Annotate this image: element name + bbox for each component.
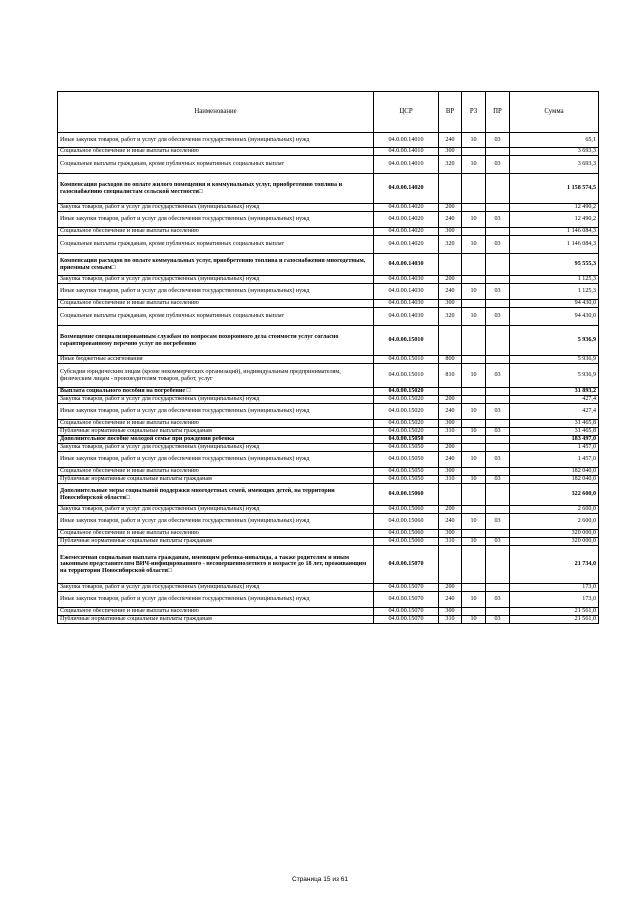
cell-pr <box>486 468 510 476</box>
cell-vr: 300 <box>439 228 462 236</box>
cell-name: Публичные нормативные социальные выплаты гражданам <box>58 428 374 436</box>
cell-name: Закупка товаров, работ и услуг для государственных (муниципальных) нужд <box>58 444 374 452</box>
table-row <box>58 300 599 308</box>
table-row <box>58 326 599 356</box>
cell-sum: 1 146 084,3 <box>510 236 599 254</box>
table-row <box>58 396 599 404</box>
cell-name: Закупка товаров, работ и услуг для государственных (муниципальных) нужд <box>58 584 374 592</box>
cell-sum: 65,1 <box>510 133 599 148</box>
table-row <box>58 236 599 254</box>
cell-rz <box>462 276 486 284</box>
cell-csr: 04.0.00.15070 <box>374 608 439 616</box>
table-row <box>58 436 599 444</box>
cell-rz <box>462 228 486 236</box>
cell-name: Социальное обеспечение и иные выплаты населению <box>58 468 374 476</box>
cell-vr <box>439 326 462 356</box>
cell-rz: 10 <box>462 308 486 326</box>
cell-rz <box>462 326 486 356</box>
cell-pr: 03 <box>486 284 510 300</box>
cell-sum: 173,0 <box>510 584 599 592</box>
cell-csr: 04.0.00.14010 <box>374 133 439 148</box>
table-row <box>58 276 599 284</box>
cell-sum: 427,4 <box>510 404 599 420</box>
cell-sum: 1 457,0 <box>510 444 599 452</box>
cell-pr <box>486 388 510 396</box>
cell-rz <box>462 484 486 506</box>
cell-csr: 04.0.00.15020 <box>374 420 439 428</box>
cell-rz <box>462 254 486 276</box>
cell-sum: 2 600,0 <box>510 506 599 514</box>
cell-pr: 03 <box>486 133 510 148</box>
cell-csr: 04.0.00.15010 <box>374 356 439 364</box>
cell-vr: 320 <box>439 236 462 254</box>
cell-vr: 200 <box>439 396 462 404</box>
cell-sum: 12 490,2 <box>510 204 599 212</box>
cell-sum: 3 693,3 <box>510 148 599 156</box>
cell-name: Закупка товаров, работ и услуг для государственных (муниципальных) нужд <box>58 276 374 284</box>
cell-sum: 5 936,9 <box>510 356 599 364</box>
cell-vr: 240 <box>439 133 462 148</box>
table-row <box>58 584 599 592</box>
table-row <box>58 538 599 546</box>
cell-sum: 5 936,9 <box>510 364 599 388</box>
cell-sum: 94 430,0 <box>510 300 599 308</box>
cell-sum: 21 561,0 <box>510 608 599 616</box>
cell-vr: 300 <box>439 420 462 428</box>
table-row <box>58 514 599 530</box>
cell-name: Иные закупки товаров, работ и услуг для обеспечения государственных (муниципальных) нужд <box>58 284 374 300</box>
cell-rz <box>462 204 486 212</box>
cell-vr: 240 <box>439 514 462 530</box>
cell-pr: 03 <box>486 364 510 388</box>
cell-name: Социальное обеспечение и иные выплаты населению <box>58 420 374 428</box>
cell-vr <box>439 388 462 396</box>
cell-vr: 300 <box>439 608 462 616</box>
cell-name: Иные закупки товаров, работ и услуг для обеспечения государственных (муниципальных) нужд <box>58 452 374 468</box>
cell-name: Иные закупки товаров, работ и услуг для обеспечения государственных (муниципальных) нужд <box>58 514 374 530</box>
table-row <box>58 133 599 148</box>
cell-pr: 03 <box>486 156 510 174</box>
cell-csr: 04.0.00.15020 <box>374 396 439 404</box>
table-row <box>58 444 599 452</box>
cell-name: Компенсация расходов по оплате жилого помещения и коммунальных услуг, приобретению топлива и газоснабжению специалистам сельской местности□ <box>58 174 374 204</box>
cell-rz: 10 <box>462 538 486 546</box>
cell-sum: 94 430,0 <box>510 308 599 326</box>
cell-vr: 800 <box>439 356 462 364</box>
cell-csr: 04.0.00.14020 <box>374 212 439 228</box>
cell-vr: 240 <box>439 212 462 228</box>
cell-name: Иные закупки товаров, работ и услуг для обеспечения государственных (муниципальных) нужд <box>58 404 374 420</box>
cell-name: Выплата социального пособия на погребение □ <box>58 388 374 396</box>
cell-pr <box>486 484 510 506</box>
header-name: Наименование <box>58 92 374 133</box>
header-vr: ВР <box>439 92 462 133</box>
cell-csr: 04.0.00.15050 <box>374 476 439 484</box>
cell-pr <box>486 300 510 308</box>
cell-csr: 04.0.00.15050 <box>374 444 439 452</box>
cell-csr: 04.0.00.15060 <box>374 530 439 538</box>
table-row <box>58 174 599 204</box>
table-row <box>58 468 599 476</box>
cell-name: Социальное обеспечение и иные выплаты населению <box>58 530 374 538</box>
cell-rz <box>462 388 486 396</box>
cell-sum: 31 465,8 <box>510 428 599 436</box>
cell-pr: 03 <box>486 236 510 254</box>
cell-vr: 200 <box>439 444 462 452</box>
cell-csr: 04.0.00.15010 <box>374 364 439 388</box>
cell-csr: 04.0.00.15070 <box>374 592 439 608</box>
cell-vr: 300 <box>439 530 462 538</box>
cell-name: Иные бюджетные ассигнования <box>58 356 374 364</box>
cell-pr: 03 <box>486 538 510 546</box>
cell-name: Компенсация расходов по оплате коммунальных услуг, приобретению топлива и газоснабжения многодетным, приемным семьям□ <box>58 254 374 276</box>
cell-sum: 320 000,0 <box>510 530 599 538</box>
cell-rz: 10 <box>462 514 486 530</box>
cell-name: Дополнительные меры социальной поддержки многодетных семей, имеющих детей, на территории Новосибирской области□ <box>58 484 374 506</box>
cell-rz <box>462 436 486 444</box>
cell-vr: 240 <box>439 592 462 608</box>
cell-csr: 04.0.00.15060 <box>374 484 439 506</box>
cell-pr <box>486 530 510 538</box>
cell-pr: 03 <box>486 308 510 326</box>
cell-vr: 310 <box>439 476 462 484</box>
cell-rz: 10 <box>462 212 486 228</box>
cell-rz: 10 <box>462 284 486 300</box>
cell-vr: 300 <box>439 300 462 308</box>
cell-rz: 10 <box>462 156 486 174</box>
cell-rz: 10 <box>462 404 486 420</box>
cell-csr: 04.0.00.14020 <box>374 174 439 204</box>
cell-csr: 04.0.00.14030 <box>374 308 439 326</box>
cell-csr: 04.0.00.15050 <box>374 452 439 468</box>
cell-rz <box>462 148 486 156</box>
cell-sum: 31 893,2 <box>510 388 599 396</box>
cell-pr <box>486 584 510 592</box>
cell-pr <box>486 174 510 204</box>
cell-pr <box>486 254 510 276</box>
table-row <box>58 428 599 436</box>
cell-sum: 1 146 084,3 <box>510 228 599 236</box>
table-row <box>58 506 599 514</box>
cell-csr: 04.0.00.14010 <box>374 156 439 174</box>
cell-pr: 03 <box>486 592 510 608</box>
cell-rz: 10 <box>462 236 486 254</box>
cell-sum: 31 465,8 <box>510 420 599 428</box>
table-row <box>58 156 599 174</box>
cell-vr: 240 <box>439 284 462 300</box>
cell-pr <box>486 420 510 428</box>
cell-pr <box>486 356 510 364</box>
cell-vr <box>439 436 462 444</box>
cell-sum: 95 555,3 <box>510 254 599 276</box>
cell-sum: 182 040,0 <box>510 468 599 476</box>
cell-name: Социальное обеспечение и иные выплаты населению <box>58 608 374 616</box>
cell-name: Социальные выплаты гражданам, кроме публичных нормативных социальных выплат <box>58 308 374 326</box>
table-row <box>58 476 599 484</box>
cell-pr: 03 <box>486 476 510 484</box>
cell-rz: 10 <box>462 452 486 468</box>
table-row <box>58 212 599 228</box>
cell-csr: 04.0.00.15070 <box>374 584 439 592</box>
cell-rz: 10 <box>462 364 486 388</box>
cell-sum: 427,4 <box>510 396 599 404</box>
cell-sum: 21 734,0 <box>510 546 599 584</box>
header-csr: ЦСР <box>374 92 439 133</box>
table-body <box>58 133 599 624</box>
cell-rz <box>462 546 486 584</box>
cell-csr: 04.0.00.15060 <box>374 514 439 530</box>
cell-rz <box>462 584 486 592</box>
cell-vr: 310 <box>439 538 462 546</box>
cell-vr: 200 <box>439 506 462 514</box>
cell-name: Закупка товаров, работ и услуг для государственных (муниципальных) нужд <box>58 506 374 514</box>
cell-name: Социальное обеспечение и иные выплаты населению <box>58 228 374 236</box>
cell-name: Субсидии юридическим лицам (кроме некоммерческих организаций), индивидуальным предпринимателям, физическим лицам - производителям товаров, работ, услуг <box>58 364 374 388</box>
cell-csr: 04.0.00.15020 <box>374 404 439 420</box>
cell-vr <box>439 484 462 506</box>
cell-rz <box>462 506 486 514</box>
table-row <box>58 308 599 326</box>
cell-sum: 21 561,0 <box>510 616 599 624</box>
cell-pr <box>486 204 510 212</box>
table-row <box>58 204 599 212</box>
budget-table <box>57 91 599 624</box>
cell-rz <box>462 356 486 364</box>
cell-name: Закупка товаров, работ и услуг для государственных (муниципальных) нужд <box>58 204 374 212</box>
cell-csr: 04.0.00.14030 <box>374 300 439 308</box>
cell-pr: 03 <box>486 514 510 530</box>
cell-name: Социальные выплаты гражданам, кроме публичных нормативных социальных выплат <box>58 236 374 254</box>
cell-name: Социальные выплаты гражданам, кроме публичных нормативных социальных выплат <box>58 156 374 174</box>
header-rz: РЗ <box>462 92 486 133</box>
cell-pr: 03 <box>486 452 510 468</box>
cell-pr: 03 <box>486 404 510 420</box>
cell-sum: 320 000,0 <box>510 538 599 546</box>
cell-name: Дополнительное пособие молодой семье при рождении ребенка <box>58 436 374 444</box>
table-row <box>58 592 599 608</box>
cell-name: Закупка товаров, работ и услуг для государственных (муниципальных) нужд <box>58 396 374 404</box>
cell-csr: 04.0.00.14030 <box>374 276 439 284</box>
cell-rz <box>462 530 486 538</box>
table-row <box>58 484 599 506</box>
table-row <box>58 254 599 276</box>
cell-csr: 04.0.00.15020 <box>374 428 439 436</box>
cell-csr: 04.0.00.14020 <box>374 204 439 212</box>
page-number: Страница 15 из 61 <box>292 876 348 883</box>
cell-sum: 1 457,0 <box>510 452 599 468</box>
cell-vr: 810 <box>439 364 462 388</box>
cell-vr <box>439 174 462 204</box>
cell-sum: 182 040,0 <box>510 476 599 484</box>
cell-csr: 04.0.00.15010 <box>374 326 439 356</box>
cell-csr: 04.0.00.15050 <box>374 436 439 444</box>
cell-vr: 240 <box>439 404 462 420</box>
cell-pr <box>486 326 510 356</box>
cell-vr: 200 <box>439 276 462 284</box>
cell-name: Иные закупки товаров, работ и услуг для обеспечения государственных (муниципальных) нужд <box>58 212 374 228</box>
table-row <box>58 530 599 538</box>
table-row <box>58 148 599 156</box>
cell-vr: 310 <box>439 428 462 436</box>
cell-pr <box>486 396 510 404</box>
table-row <box>58 364 599 388</box>
cell-sum: 3 693,3 <box>510 156 599 174</box>
cell-rz <box>462 444 486 452</box>
cell-sum: 322 600,0 <box>510 484 599 506</box>
cell-rz <box>462 300 486 308</box>
cell-sum: 5 936,9 <box>510 326 599 356</box>
cell-csr: 04.0.00.14010 <box>374 148 439 156</box>
cell-csr: 04.0.00.14020 <box>374 236 439 254</box>
cell-vr: 200 <box>439 584 462 592</box>
cell-vr: 300 <box>439 148 462 156</box>
cell-pr <box>486 608 510 616</box>
table-row <box>58 388 599 396</box>
table-row <box>58 284 599 300</box>
cell-pr <box>486 276 510 284</box>
cell-csr: 04.0.00.14030 <box>374 254 439 276</box>
cell-name: Социальное обеспечение и иные выплаты населению <box>58 300 374 308</box>
header-pr: ПР <box>486 92 510 133</box>
cell-csr: 04.0.00.15050 <box>374 468 439 476</box>
cell-name: Иные закупки товаров, работ и услуг для обеспечения государственных (муниципальных) нужд <box>58 592 374 608</box>
cell-csr: 04.0.00.15020 <box>374 388 439 396</box>
cell-vr: 240 <box>439 452 462 468</box>
cell-rz: 10 <box>462 592 486 608</box>
cell-pr <box>486 546 510 584</box>
cell-pr: 03 <box>486 212 510 228</box>
cell-pr <box>486 506 510 514</box>
cell-sum: 1 158 574,5 <box>510 174 599 204</box>
table-header-row <box>58 92 599 133</box>
table-row <box>58 404 599 420</box>
cell-rz <box>462 396 486 404</box>
cell-vr: 320 <box>439 156 462 174</box>
cell-rz <box>462 608 486 616</box>
cell-sum: 1 125,3 <box>510 284 599 300</box>
cell-vr: 200 <box>439 204 462 212</box>
cell-sum: 1 125,3 <box>510 276 599 284</box>
cell-pr: 03 <box>486 616 510 624</box>
table-row <box>58 608 599 616</box>
cell-pr <box>486 148 510 156</box>
cell-rz: 10 <box>462 616 486 624</box>
cell-csr: 04.0.00.14030 <box>374 284 439 300</box>
header-sum: Сумма <box>510 92 599 133</box>
cell-sum: 173,0 <box>510 592 599 608</box>
cell-csr: 04.0.00.15060 <box>374 506 439 514</box>
cell-name: Публичные нормативные социальные выплаты гражданам <box>58 616 374 624</box>
cell-csr: 04.0.00.15060 <box>374 538 439 546</box>
cell-rz <box>462 468 486 476</box>
cell-vr: 300 <box>439 468 462 476</box>
cell-pr <box>486 228 510 236</box>
cell-rz <box>462 174 486 204</box>
cell-rz: 10 <box>462 133 486 148</box>
table-row <box>58 546 599 584</box>
cell-vr: 320 <box>439 308 462 326</box>
table-row <box>58 356 599 364</box>
cell-vr: 310 <box>439 616 462 624</box>
cell-pr <box>486 444 510 452</box>
cell-pr: 03 <box>486 428 510 436</box>
table-row <box>58 228 599 236</box>
cell-rz: 10 <box>462 476 486 484</box>
cell-csr: 04.0.00.14020 <box>374 228 439 236</box>
cell-pr <box>486 436 510 444</box>
cell-name: Публичные нормативные социальные выплаты гражданам <box>58 538 374 546</box>
cell-name: Возмещение специализированным службам по вопросам похоронного дела стоимости услуг согласно гарантированному перечню услуг по погребению <box>58 326 374 356</box>
table-row <box>58 616 599 624</box>
cell-csr: 04.0.00.15070 <box>374 616 439 624</box>
cell-name: Ежемесячная социальная выплата гражданам, имеющим ребенка-инвалида, а также родителям и иным законным представителям ВИЧ-инфицированного - несовершеннолетнего в возрасте до 18 лет, проживающим на территории Новосибирской области□ <box>58 546 374 584</box>
cell-sum: 2 600,0 <box>510 514 599 530</box>
cell-vr <box>439 546 462 584</box>
cell-rz: 10 <box>462 428 486 436</box>
cell-vr <box>439 254 462 276</box>
table-row <box>58 452 599 468</box>
cell-name: Иные закупки товаров, работ и услуг для обеспечения государственных (муниципальных) нужд <box>58 133 374 148</box>
table-row <box>58 420 599 428</box>
cell-sum: 12 490,2 <box>510 212 599 228</box>
cell-name: Социальное обеспечение и иные выплаты населению <box>58 148 374 156</box>
cell-rz <box>462 420 486 428</box>
cell-sum: 183 497,0 <box>510 436 599 444</box>
cell-name: Публичные нормативные социальные выплаты гражданам <box>58 476 374 484</box>
cell-csr: 04.0.00.15070 <box>374 546 439 584</box>
